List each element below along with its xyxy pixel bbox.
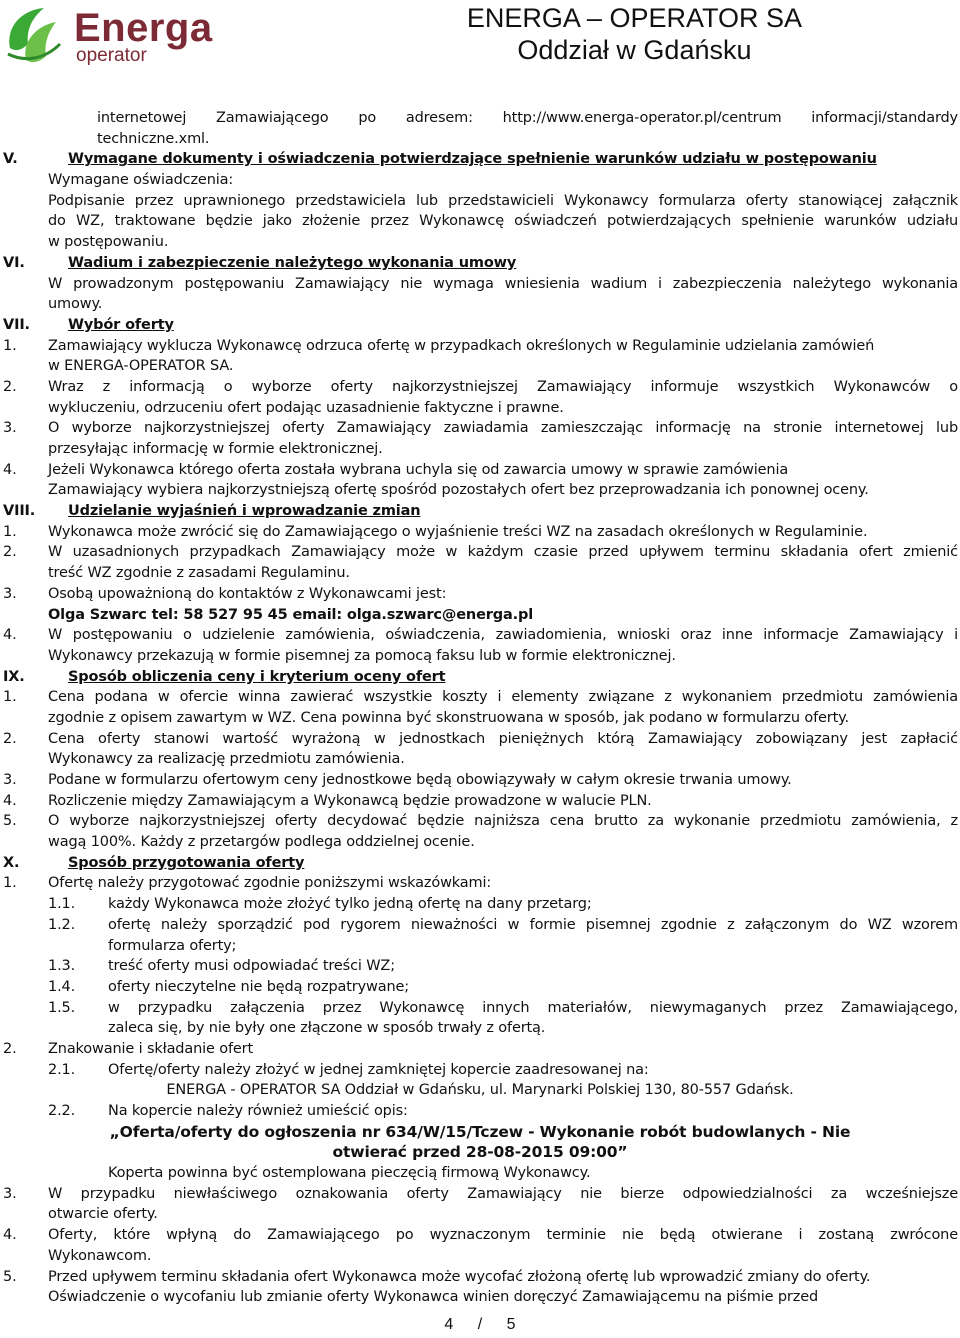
subitem-number: 2.1.	[48, 1061, 76, 1078]
text-line: otwarcie oferty.	[48, 1206, 158, 1223]
text-line: formularza oferty;	[108, 937, 237, 954]
item-number: 4.	[3, 1227, 17, 1244]
text-line: treść oferty musi odpowiadać treści WZ;	[108, 958, 395, 975]
section-title: Udzielanie wyjaśnień i wprowadzanie zmian	[68, 503, 421, 520]
text-line: oferty nieczytelne nie będą rozpatrywane;	[108, 978, 409, 995]
subitem-number: 1.2.	[48, 916, 76, 933]
company-name: ENERGA – OPERATOR SA	[466, 3, 802, 33]
text-line: w postępowaniu.	[48, 234, 169, 251]
text-line: techniczne.xml.	[97, 130, 210, 147]
page-number: 4	[444, 1316, 454, 1333]
subitem-number: 1.3.	[48, 958, 76, 975]
item-number: 2.	[3, 1040, 17, 1057]
text-line: umowy.	[48, 296, 103, 313]
text-line: Wykonawca może zwrócić się do Zamawiającego o wyjaśnienie treści WZ na zasadach określonych w Regulaminie.	[48, 523, 868, 540]
text-line: zaleca się, by nie były one złączone w sposób trwały z ofertą.	[108, 1020, 546, 1037]
envelope-label: „Oferta/oferty do ogłoszenia nr 634/W/15/Tczew - Wykonanie robót budowlanych - Nie	[109, 1122, 851, 1141]
section-title: Wadium i zabezpieczenie należytego wykonania umowy	[68, 254, 517, 271]
text-line: O wyborze najkorzystniejszej oferty decydować będzie najniższa cena brutto za wykonanie przedmiotu zamówienia, z	[48, 813, 958, 830]
item-number: 5.	[3, 813, 17, 830]
subitem-number: 1.4.	[48, 978, 76, 995]
text-line: Podpisanie przez uprawnionego przedstawiciela lub przedstawicieli Wykonawcy formularza oferty stanowiącej załącznik	[48, 192, 958, 209]
text-line: treść WZ zgodnie z zasadami Regulaminu.	[48, 565, 350, 582]
page-footer	[0, 1316, 960, 1334]
address-line: ENERGA - OPERATOR SA Oddział w Gdańsku, ul. Marynarki Polskiej 130, 80-557 Gdańsk.	[166, 1082, 794, 1099]
item-number: 5.	[3, 1268, 17, 1285]
section-number: VIII.	[3, 503, 36, 520]
item-number: 3.	[3, 1185, 17, 1202]
text-line: Oferty, które wpłyną do Zamawiającego po wyznaczonym terminie nie będą otwierane i zostaną zwrócone	[48, 1227, 958, 1244]
text-line: przesyłając informację w formie elektronicznej.	[48, 441, 383, 457]
page-total: 5	[506, 1316, 516, 1333]
item-number: 2.	[3, 544, 17, 561]
text-line: zgodnie z opisem zawartym w WZ. Cena powinna być skonstruowana w sposób, jak podano w formularzu oferty.	[48, 709, 849, 726]
text-line: Jeżeli Wykonawca którego oferta została wybrana uchyla się od zawarcia umowy w sprawie zamówienia	[48, 461, 789, 478]
text-line: Cena podana w ofercie winna zawierać wszystkie koszty i elementy związane z wykonaniem przedmiotu zamówienia	[48, 689, 958, 706]
text-line: Przed upływem terminu składania ofert Wykonawca może wycofać złożoną ofertę lub wprowadzić zmiany do oferty.	[48, 1268, 871, 1285]
item-number: 4.	[3, 792, 17, 809]
text-line: Osobą upoważnioną do kontaktów z Wykonawcami jest:	[48, 585, 447, 602]
section-number: IX.	[3, 668, 25, 685]
section-number: VII.	[3, 316, 30, 333]
text-line: Podane w formularzu ofertowym ceny jednostkowe będą obowiązywały w całym okresie trwania umowy.	[48, 772, 792, 788]
subitem-number: 1.5.	[48, 999, 76, 1016]
item-number: 1.	[3, 689, 17, 706]
item-number: 2.	[3, 378, 17, 395]
text-line: Zamawiający wybiera najkorzystniejszą ofertę spośród pozostałych ofert bez przeprowadzania ich ponownej oceny.	[48, 482, 869, 499]
text-line: W uzasadnionych przypadkach Zamawiający może w każdym czasie przed upływem terminu składania ofert zmienić	[48, 544, 958, 561]
text-line: do WZ, traktowane będzie jako złożenie przez Wykonawcę oświadczeń potwierdzających spełnienie warunków udziału	[48, 213, 958, 230]
text-line: Ofertę/oferty należy złożyć w jednej zamkniętej kopercie zaadresowanej na:	[108, 1061, 649, 1078]
leaf-logo-icon	[4, 4, 68, 66]
energa-logo	[4, 2, 214, 72]
text-line: Znakowanie i składanie ofert	[48, 1040, 254, 1057]
page-separator: /	[477, 1316, 483, 1333]
text-line: W postępowaniu o udzielenie zamówienia, oświadczenia, zawiadomienia, wnioski oraz inne informacje Zamawiający i	[48, 627, 958, 644]
section-number: VI.	[3, 254, 25, 271]
item-number: 4.	[3, 627, 17, 644]
item-number: 3.	[3, 772, 17, 788]
text-line: Wraz z informacją o wyborze oferty najkorzystniejszej Zamawiający informuje wszystkich Wykonawców o	[48, 378, 958, 395]
text-line: w ENERGA-OPERATOR SA.	[48, 358, 234, 375]
contact-person: Olga Szwarc tel: 58 527 95 45 email: olga.szwarc@energa.pl	[48, 606, 534, 623]
item-number: 3.	[3, 585, 17, 602]
text-line: Zamawiający wyklucza Wykonawcę odrzuca ofertę w przypadkach określonych w Regulaminie udzielania zamówień	[48, 337, 875, 354]
text-line: Wymagane oświadczenia:	[48, 172, 234, 189]
text-line: Cena oferty stanowi wartość wyrażoną w jednostkach pieniężnych którą Zamawiający zobowiązany jest zapłacić	[48, 730, 958, 747]
subitem-number: 2.2.	[48, 1103, 76, 1119]
document-body	[0, 108, 960, 1308]
section-title: Wymagane dokumenty i oświadczenia potwierdzające spełnienie warunków udziału w postępowaniu	[68, 151, 877, 168]
section-title: Wybór oferty	[68, 316, 174, 333]
text-line: w przypadku załączenia przez Wykonawcę innych materiałów, niewymaganych przez Zamawiającego,	[108, 999, 958, 1016]
text-line: Wykonawcom.	[48, 1247, 152, 1264]
text-line: każdy Wykonawca może złożyć tylko jedną ofertę na dany przetarg;	[108, 896, 592, 913]
text-line: Wykonawcy przekazują w formie pisemnej za pomocą faksu lub w formie elektronicznej.	[48, 647, 676, 664]
text-line: ofertę należy sporządzić pod rygorem nieważności w formie pisemnej zgodnie z załączonym do WZ wzorem	[108, 916, 958, 933]
item-number: 3.	[3, 420, 17, 437]
text-line: wykluczeniu, odrzuceniu ofert podając uzasadnienie faktyczne i prawne.	[48, 399, 564, 416]
logo-wordmark: Energa	[74, 6, 213, 50]
item-number: 4.	[3, 461, 17, 478]
text-line: Koperta powinna być ostemplowana pieczęcią firmową Wykonawcy.	[108, 1165, 591, 1182]
text-line: internetowej Zamawiającego po adresem: http://www.energa-operator.pl/centrum informacji/standardy	[97, 110, 958, 126]
item-number: 1.	[3, 523, 17, 540]
section-number: V.	[3, 151, 18, 168]
text-line: Na kopercie należy również umieścić opis:	[108, 1103, 408, 1119]
subitem-number: 1.1.	[48, 896, 76, 913]
section-number: X.	[3, 854, 20, 871]
item-number: 1.	[3, 875, 17, 892]
text-line: O wyborze najkorzystniejszej oferty Zamawiający zawiadamia zamieszczając informację na stronie internetowej lub	[48, 420, 958, 437]
text-line: Rozliczenie między Zamawiającym a Wykonawcą będzie prowadzone w walucie PLN.	[48, 792, 652, 809]
header-company	[467, 2, 802, 66]
item-number: 2.	[3, 730, 17, 747]
text-line: Ofertę należy przygotować zgodnie poniższymi wskazówkami:	[48, 875, 492, 892]
branch-name: Oddział w Gdańsku	[517, 35, 752, 65]
text-line: W prowadzonym postępowaniu Zamawiający nie wymaga wniesienia wadium i zabezpieczenia należytego wykonania	[48, 275, 958, 292]
text-line: W przypadku niewłaściwego oznakowania oferty Zamawiający nie bierze odpowiedzialności za wcześniejsze	[48, 1185, 958, 1202]
section-title: Sposób przygotowania oferty	[68, 854, 305, 871]
item-number: 1.	[3, 337, 17, 354]
logo-subtitle: operator	[76, 45, 147, 66]
envelope-label: otwierać przed 28-08-2015 09:00”	[332, 1143, 628, 1162]
text-line: Oświadczenie o wycofaniu lub zmianie oferty Wykonawca winien doręczyć Zamawiającemu na piśmie przed	[48, 1289, 819, 1306]
text-line: Wykonawcy za realizację przedmiotu zamówienia.	[48, 751, 405, 768]
section-title: Sposób obliczenia ceny i kryterium oceny ofert	[68, 668, 446, 685]
text-line: wagą 100%. Każdy z przetargów podlega oddzielnej ocenie.	[48, 834, 475, 851]
